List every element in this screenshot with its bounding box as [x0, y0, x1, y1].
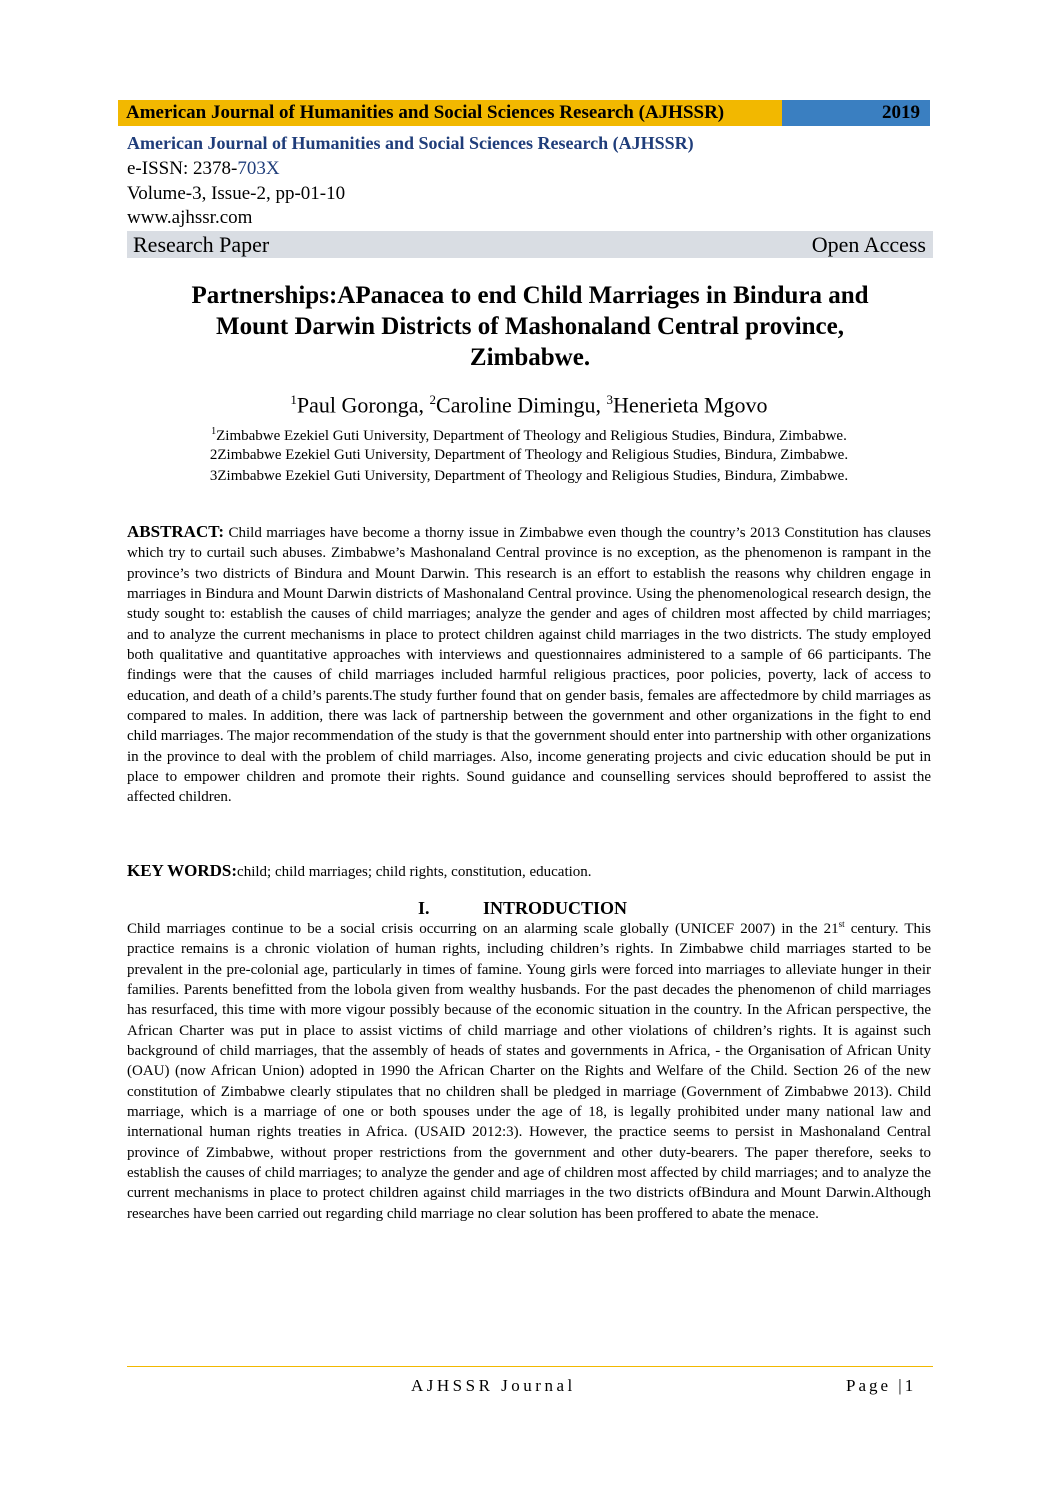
affiliation-sup: 1 [211, 426, 217, 437]
paper-type: Research Paper [133, 231, 270, 257]
access-type: Open Access [811, 231, 926, 257]
section-number: I. [418, 898, 430, 918]
intro-text: Child marriages continue to be a social crisis occurring on an alarming scale globally (UNICEF 2007) in the 21 [127, 921, 839, 937]
title-line: Partnerships:APanacea to end Child Marriages in Bindura and [191, 282, 869, 309]
issn [127, 158, 280, 180]
keywords-label: KEY WORDS: [127, 861, 238, 880]
affiliation-text: Zimbabwe Ezekiel Guti University, Department of Theology and Religious Studies, Bindura, Zimbabwe. [216, 428, 847, 444]
footer-page-number: Page |1 [846, 1376, 917, 1395]
author-name: Caroline Dimingu, [436, 392, 607, 418]
author-sup: 2 [429, 392, 437, 407]
footer-divider [127, 1366, 933, 1367]
title-line: Mount Darwin Districts of Mashonaland Central province, [215, 313, 844, 340]
journal-banner [118, 100, 930, 126]
affiliation-3: 3Zimbabwe Ezekiel Guti University, Department of Theology and Religious Studies, Bindura, Zimbabwe. [209, 468, 849, 484]
journal-name: American Journal of Humanities and Social Sciences Research (AJHSSR) [127, 133, 694, 153]
author-list [0, 392, 1058, 418]
author-name: Henerieta Mgovo [613, 392, 768, 418]
paper-title [100, 280, 960, 373]
section-title: INTRODUCTION [483, 898, 628, 918]
intro-text: century. This practice remains is a chronic violation of human rights, including children’s rights. In Zimbabwe child marriages started to be prevalent in the pre-colonial age, particularly in times of famine. Young girls were forced into marriages to alleviate hunger in their families. Parents benefitted from the lobola given from wealthy husbands. For the past decades the phenomenon of child marriages has resurfaced, this time with more vigour possibly because of the economic situation in the country. In the African perspective, the African Charter was put in place to assist victims of child marriage and other violations of children’s rights. It is against such background of child marriages, that the assembly of heads of states and governments in Africa, - the Organisation of African Unity (OAU) (now African Union) adopted in 1990 the African Charter on the Rights and Welfare of the Child. Section 26 of the new constitution of Zimbabwe clearly stipulates that no children shall be pledged in marriage (Government of Zimbabwe 2013). Child marriage, which is a marriage of one or both spouses under the age of 18, is legally prohibited under many national law and international human rights treaties in Africa. (USAID 2012:3). However, the practice seems to persist in Mashonaland Central province of Zimbabwe, without proper restrictions from the government and other duty-bearers. The paper therefore, seeks to establish the causes of child marriages; to analyze the gender and age of children most affected by child marriages; and to analyze the current mechanisms in place to protect children against child marriages in the two districts ofBindura and Mount Darwin.Although researches have been carried out regarding child marriage no clear solution has been proffered to abate the menace. [127, 921, 931, 1222]
intro-sup: st [838, 919, 845, 929]
abstract-text: Child marriages have become a thorny issue in Zimbabwe even though the country’s 2013 Constitution has clauses which try to curtail such abuses. Zimbabwe’s Mashonaland Central province is no exception, as the phenomenon is rampant in the province’s two districts of Bindura and Mount Darwin. This research is an effort to establish the reasons why children engage in marriages in Bindura and Mount Darwin districts of Mashonaland Central province. Using the phenomenological research design, the study sought to: establish the causes of child marriages; analyze the gender and ages of children most affected by child marriages; and to analyze the current mechanisms in place to protect children against child marriages in the two districts. The study employed both qualitative and quantitative approaches with interviews and questionnaires administered to a sample of 66 participants. The findings were that the causes of child marriages included harmful religious practices, poor policies, poverty, lack of access to education, and death of a child’s parents.The study further found that on gender basis, females are affectedmore by child marriages as compared to males. In addition, there was lack of partnership between the government and other organizations in the fight to end child marriages. The major recommendation of the study is that the government should enter into partnership with other organizations in the province to deal with the problem of child marriages. Also, income generating projects and civic education should be put in place to empower children and promote their rights. Sound guidance and counselling services should beproffered to assist the affected children. [127, 525, 931, 806]
affiliation-2: 2Zimbabwe Ezekiel Guti University, Department of Theology and Religious Studies, Bindura, Zimbabwe. [209, 447, 849, 463]
affiliation-1 [0, 426, 1058, 445]
issn-code: 703X [237, 158, 280, 179]
banner-journal-title: American Journal of Humanities and Social Sciences Research (AJHSSR) [118, 100, 782, 126]
journal-website: www.ajhssr.com [127, 207, 253, 228]
abstract [127, 522, 931, 808]
banner-year: 2019 [782, 100, 930, 126]
footer-journal: AJHSSR Journal [411, 1376, 576, 1395]
introduction-body [127, 919, 931, 1224]
keywords-text: child; child marriages; child rights, constitution, education. [237, 864, 592, 880]
author-name: Paul Goronga, [296, 392, 430, 418]
author-sup: 3 [606, 392, 613, 407]
abstract-label: ABSTRACT: [127, 522, 224, 541]
volume-info: Volume-3, Issue-2, pp-01-10 [127, 183, 346, 204]
author-sup: 1 [290, 392, 297, 407]
issn-label: e-ISSN: 2378- [127, 158, 238, 179]
keywords [127, 861, 931, 881]
paper-type-bar [127, 231, 933, 258]
title-line: Zimbabwe. [469, 344, 591, 371]
